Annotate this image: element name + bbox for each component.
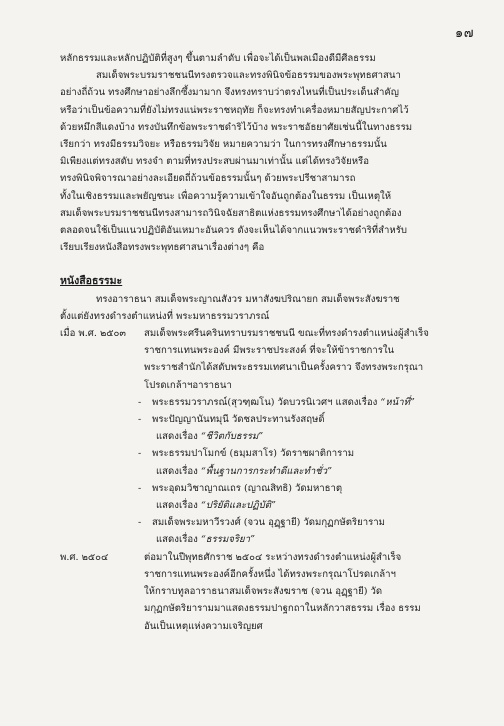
list-item: - สมเด็จพระมหาวีรวงศ์ (จวน อุฏฺฐายี) วัดมกุฏกษัตริยาราม (138, 517, 385, 529)
text-line: เรียบเรียงหนังสือทรงพระพุทธศาสนาเรื่องต่างๆ คือ (60, 242, 265, 254)
text-line: ราชการแทนพระองค์อีกครั้งหนึ่ง ได้ทรงพระกรุณาโปรดเกล้าฯ (144, 568, 396, 580)
list-item-sub: แสดงเรื่อง “ธรรมจริยา” (156, 534, 255, 546)
text-line: สมเด็จพระศรีนครินทราบรมราชชนนี ขณะที่ทรงดำรงตำแหน่งผู้สำเร็จ (144, 328, 429, 340)
list-item: - พระธรรมวราภรณ์(สุวฑฺฒโน) วัดบวรนิเวศฯ แสดงเรื่อง “หน้าที่” (138, 396, 415, 408)
text-line: พระราชสำนักได้สดับพระธรรมเทศนาเป็นครั้งคราว จึงทรงพระกรุณา (144, 362, 424, 374)
list-item: - พระธรรมปาโมกข์ (ธมฺมสาโร) วัดราชผาติการาม (138, 448, 355, 460)
text-line: อย่างถี่ถ้วน ทรงศึกษาอย่างลึกซึ้งมามาก จึงทรงทราบว่าตรงไหนที่เป็นประเด็นสำคัญ (60, 87, 399, 99)
page-number: ๑๗ (454, 26, 474, 41)
entry-year: พ.ศ. ๒๕๐๔ (60, 551, 109, 563)
document-body (60, 50, 478, 635)
text-line: ตลอดจนใช้เป็นแนวปฏิบัติอันเหมาะอันควร ดังจะเห็นได้จากแนวพระราชดำริที่สำหรับ (60, 225, 407, 237)
text-line: ราชการแทนพระองค์ มีพระราชประสงค์ ที่จะให้ข้าราชการใน (144, 345, 395, 357)
text-line: มิเพียงแต่ทรงสดับ ทรงจำ ตามที่ทรงประสบผ่านมาเท่านั้น แต่ได้ทรงวิจัยหรือ (60, 156, 369, 168)
text-line: ต่อมาในปีพุทธศักราช ๒๕๐๔ ระหว่างทรงดำรงตำแหน่งผู้สำเร็จ (144, 551, 402, 563)
list-item-sub: แสดงเรื่อง “ปริยัติและปฏิบัติ” (156, 500, 276, 512)
list-item: - พระปัญญานันทมุนี วัดชลประทานรังสฤษดิ์ (138, 414, 325, 426)
list-item-sub: แสดงเรื่อง “ชีวิตกับธรรม” (156, 431, 264, 443)
text-line: อันเป็นเหตุแห่งความเจริญยศ (144, 620, 263, 632)
text-line: มกุฏกษัตริยารามมาแสดงธรรมปาฐกถาในหลักวาสธรรม เรื่อง ธรรม (144, 603, 421, 615)
text-line: ด้วยหมึกสีแดงบ้าง ทรงบันทึกข้อพระราชดำริไว้บ้าง พระราชอัธยาศัยเช่นนี้ในทางธรรม (60, 121, 413, 133)
list-item: - พระอุดมวิชาญาณเถร (ญาณสิทธิ) วัดมหาธาตุ (138, 482, 343, 494)
text-line: ทรงพินิจพิจารณาอย่างละเอียดถี่ถ้วนข้อธรรมนั้นๆ ด้วยพระปรีชาสามารถ (60, 173, 356, 185)
text-line: โปรดเกล้าฯอาราธนา (144, 379, 232, 391)
text-line: หรือว่าเป็นข้อความที่ยังไม่ทรงแน่พระราชหฤทัย ก็จะทรงทำเครื่องหมายสัญประกาศไว้ (60, 104, 409, 116)
entry-2504 (60, 549, 478, 635)
text-line: ทั้งในเชิงธรรมและพยัญชนะ เพื่อความรู้ความเข้าใจอันถูกต้องในธรรม เป็นเหตุให้ (60, 190, 392, 202)
entry-2503 (60, 325, 478, 394)
sermon-list (60, 394, 478, 549)
text-line: เรียกว่า ทรงมีธรรมวิจยะ หรือธรรมวิจัย หมายความว่า ในการทรงศึกษาธรรมนั้น (60, 139, 387, 151)
text-line: ทรงอาราธนา สมเด็จพระญาณสังวร มหาสังฆปริณายก สมเด็จพระสังฆราช (96, 293, 400, 305)
text-line: ตั้งแต่ยังทรงดำรงตำแหน่งที่ พระมหาธรรมวราภรณ์ (60, 310, 270, 322)
entry-year: เมื่อ พ.ศ. ๒๕๐๓ (60, 328, 126, 340)
text-line: สมเด็จพระบรมราชชนนีทรงสามารถวินิจฉัยสาธิตแห่งธรรมทรงศึกษาได้อย่างถูกต้อง (60, 207, 402, 219)
text-line: ให้กราบทูลอาราธนาสมเด็จพระสังฆราช (จวน อุฏฺฐายี) วัด (144, 586, 383, 598)
paragraph-intro (60, 50, 478, 256)
text-line: สมเด็จพระบรมราชชนนีทรงตรวจและทรงพินิจข้อธรรมของพระพุทธศาสนา (96, 70, 401, 82)
section-heading: หนังสือธรรมะ (60, 275, 123, 288)
text-line: หลักธรรมและหลักปฏิบัติที่สูงๆ ขึ้นตามลำดับ เพื่อจะได้เป็นพลเมืองดีมีศีลธรรม (60, 53, 376, 64)
list-item-sub: แสดงเรื่อง “พื้นฐานการกระทำดีและทำชั่ว” (156, 465, 333, 477)
